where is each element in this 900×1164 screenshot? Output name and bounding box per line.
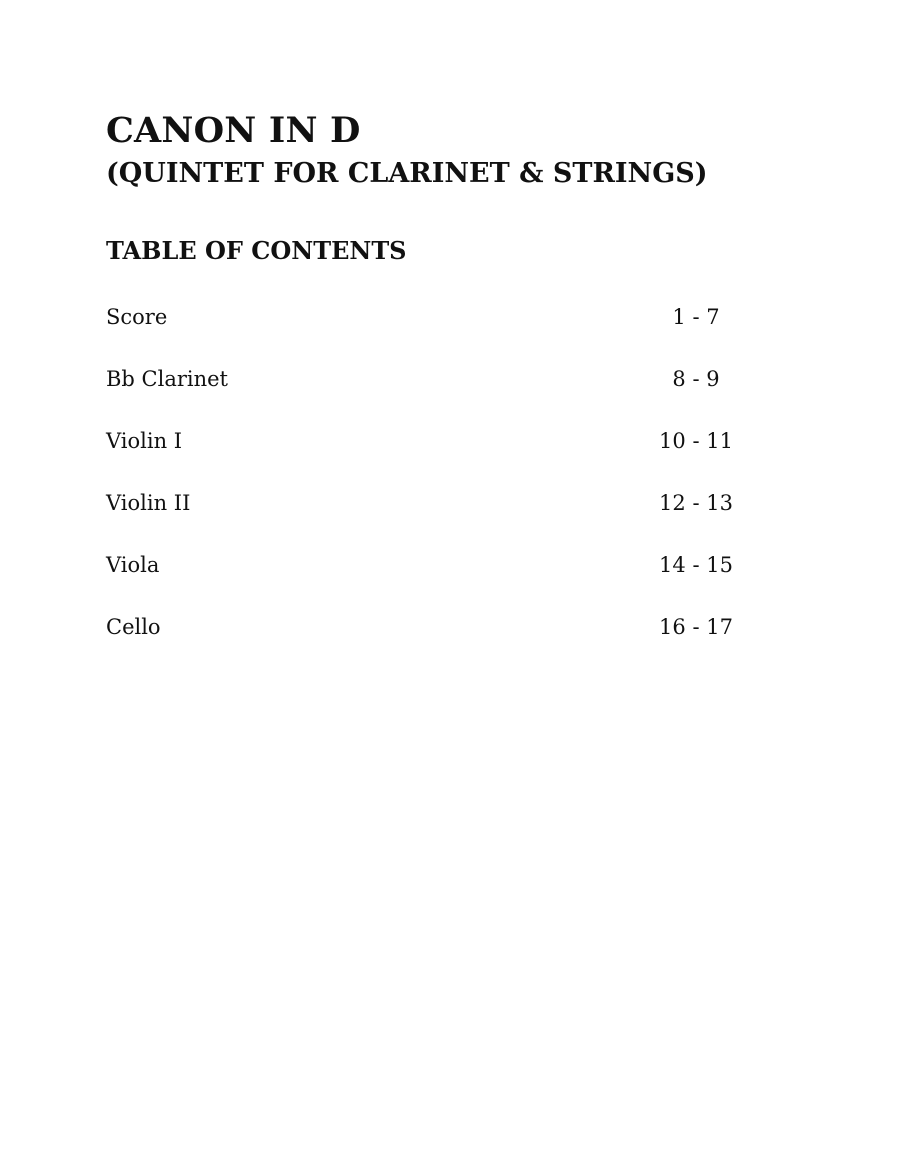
- document-subtitle: (QUINTET FOR CLARINET & STRINGS): [106, 158, 708, 189]
- document-title: CANON IN D: [106, 110, 361, 151]
- toc-entry-pages: 1 - 7: [672, 305, 720, 329]
- toc-entry-label: Violin II: [106, 491, 191, 515]
- toc-entry-pages: 14 - 15: [659, 553, 733, 577]
- toc-entry-label: Score: [106, 305, 168, 329]
- toc-entry-viola: [106, 548, 746, 610]
- toc-entry-label: Violin I: [106, 429, 183, 453]
- toc-entry-pages: 8 - 9: [672, 367, 720, 391]
- toc-entry-cello: [106, 610, 746, 672]
- toc-entry-label: Bb Clarinet: [106, 367, 229, 391]
- toc-entry-label: Cello: [106, 615, 161, 639]
- toc-entry-pages: 12 - 13: [659, 491, 733, 515]
- toc-heading: TABLE OF CONTENTS: [106, 236, 407, 265]
- toc-entry-violin-i: [106, 424, 746, 486]
- table-of-contents: [106, 300, 746, 672]
- toc-entry-pages: 16 - 17: [659, 615, 733, 639]
- toc-entry-label: Viola: [106, 553, 160, 577]
- toc-entry-bb-clarinet: [106, 362, 746, 424]
- toc-entry-score: [106, 300, 746, 362]
- toc-entry-pages: 10 - 11: [659, 429, 733, 453]
- toc-entry-violin-ii: [106, 486, 746, 548]
